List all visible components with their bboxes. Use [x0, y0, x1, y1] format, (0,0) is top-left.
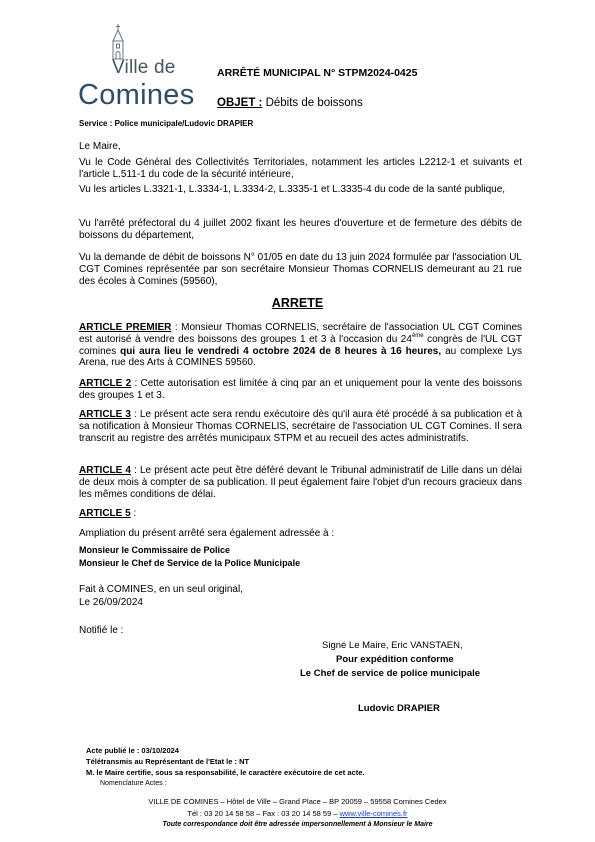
article-5-suffix: :: [130, 508, 137, 519]
subject-label: OBJET :: [217, 97, 263, 109]
recipient-2: Monsieur le Chef de Service de la Police Municipale: [79, 558, 301, 568]
article-1-sup: ème: [411, 332, 424, 339]
signatory-name: Ludovic DRAPIER: [358, 703, 440, 714]
article-4-text: : Le présent acte peut être déféré devant le Tribunal administratif de Lille dans un délai de deux mois à compter de sa publication. Il peut également faire l'objet d'un recours gracieux dans les mêmes conditions de délai.: [79, 465, 523, 500]
church-tower-icon: [98, 24, 138, 60]
date-line: Le 26/09/2024: [79, 597, 143, 608]
certification-line: M. le Maire certifie, sous sa responsabilité, le caractère exécutoire de cet acte.: [86, 768, 365, 777]
website-link[interactable]: www.ville-comines.fr: [339, 809, 408, 818]
ampliation-line: Ampliation du présent arrêté sera également adressée à :: [79, 528, 335, 539]
vu-paragraph-3: Vu l'arrêté préfectoral du 4 juillet 2002 fixant les heures d'ouverture et de fermeture des débits de boissons du département,: [79, 218, 522, 241]
footer-correspondence: Toute correspondance doit être adressée impersonnellement à Monsieur le Maire: [162, 821, 433, 828]
vu-paragraph-2: Vu les articles L.3321-1, L.3334-1, L.3334-2, L.3335-1 et L.3335-4 du code de la santé publique,: [79, 184, 506, 195]
recipient-1: Monsieur le Commissaire de Police: [79, 545, 231, 555]
nomenclature-line: Nomenclature Actes :: [100, 780, 167, 787]
article-1: [79, 322, 522, 369]
article-5: [79, 508, 522, 520]
footer-contact: [0, 809, 595, 818]
le-maire-line: Le Maire,: [79, 141, 121, 152]
logo-ville-text: Ville de: [112, 57, 176, 78]
city-logo: [76, 24, 196, 110]
subject-text: Débits de boissons: [262, 97, 363, 109]
article-4-label: ARTICLE 4: [79, 465, 131, 476]
article-1-text-c: au complexe Lys Arena, rue des Arts à COMINES 59560.: [79, 345, 523, 369]
logo-comines-text: Comines: [78, 79, 195, 111]
footer-phone-fax: Tél : 03 20 14 58 58 – Fax : 03 20 14 58 59 –: [187, 809, 340, 818]
article-3-label: ARTICLE 3: [79, 409, 131, 420]
decree-title: ARRÊTÉ MUNICIPAL N° STPM2024-0425: [217, 67, 418, 79]
footer-address: VILLE DE COMINES – Hôtel de Ville – Grand Place – BP 20059 – 59558 Comines Cedex: [148, 797, 447, 806]
vu-paragraph-4: Vu la demande de débit de boissons N° 01/05 en date du 13 juin 2024 formulée par l'association UL CGT Comines représentée par son secrétaire Monsieur Thomas CORNELIS demeurant au 21 rue des écoles à Comines (59560),: [79, 252, 522, 287]
article-4: [79, 465, 522, 500]
arrete-heading: ARRETE: [271, 296, 324, 310]
article-1-text-b: congrès de l'UL CGT comines: [79, 333, 523, 357]
publication-date: Acte publié le : 03/10/2024: [86, 746, 179, 755]
article-2-label: ARTICLE 2: [79, 378, 132, 389]
signature-line-2: Pour expédition conforme: [336, 654, 454, 665]
article-2-text: : Cette autorisation est limitée à cinq par an et uniquement pour la vente des boissons des groupes 1 et 3.: [79, 378, 522, 401]
article-5-label: ARTICLE 5: [79, 508, 131, 519]
article-2: [79, 378, 522, 402]
signature-line-1: Signé Le Maire, Eric VANSTAEN,: [322, 640, 463, 651]
vu-paragraph-1: Vu le Code Général des Collectivités Territoriales, notamment les articles L2212-1 et suivants et l'article L.511-1 du code de la sécurité intérieure,: [79, 157, 522, 180]
decree-subject: [217, 97, 363, 109]
signature-line-3: Le Chef de service de police municipale: [300, 668, 481, 679]
notifie-line: Notifié le :: [79, 625, 124, 636]
article-1-bold: qui aura lieu le vendredi 4 octobre 2024 de 8 heures à 16 heures,: [120, 345, 442, 357]
service-line: Service : Police municipale/Ludovic DRAPIER: [79, 119, 254, 128]
teletransmission-line: Télétransmis au Représentant de l'Etat le : NT: [86, 757, 250, 766]
article-3-text: : Le présent acte sera rendu exécutoire dès qu'il aura été procédé à sa publication et à sa notification à Monsieur Thomas CORNELIS, secrétaire de l'association UL CGT Comines. Il sera transcrit au registre des arrêtés municipaux STPM et au recueil des actes administratifs.: [79, 409, 523, 444]
article-3: [79, 409, 522, 444]
fait-line: Fait à COMINES, en un seul original,: [79, 584, 243, 595]
article-1-text-a: : Monsieur Thomas CORNELIS, secrétaire de l'association UL CGT Comines est autorisé à vendre des boissons des groupes 1 et 3 à l'occasion du 24: [79, 322, 522, 345]
article-1-label: ARTICLE PREMIER: [79, 322, 172, 333]
